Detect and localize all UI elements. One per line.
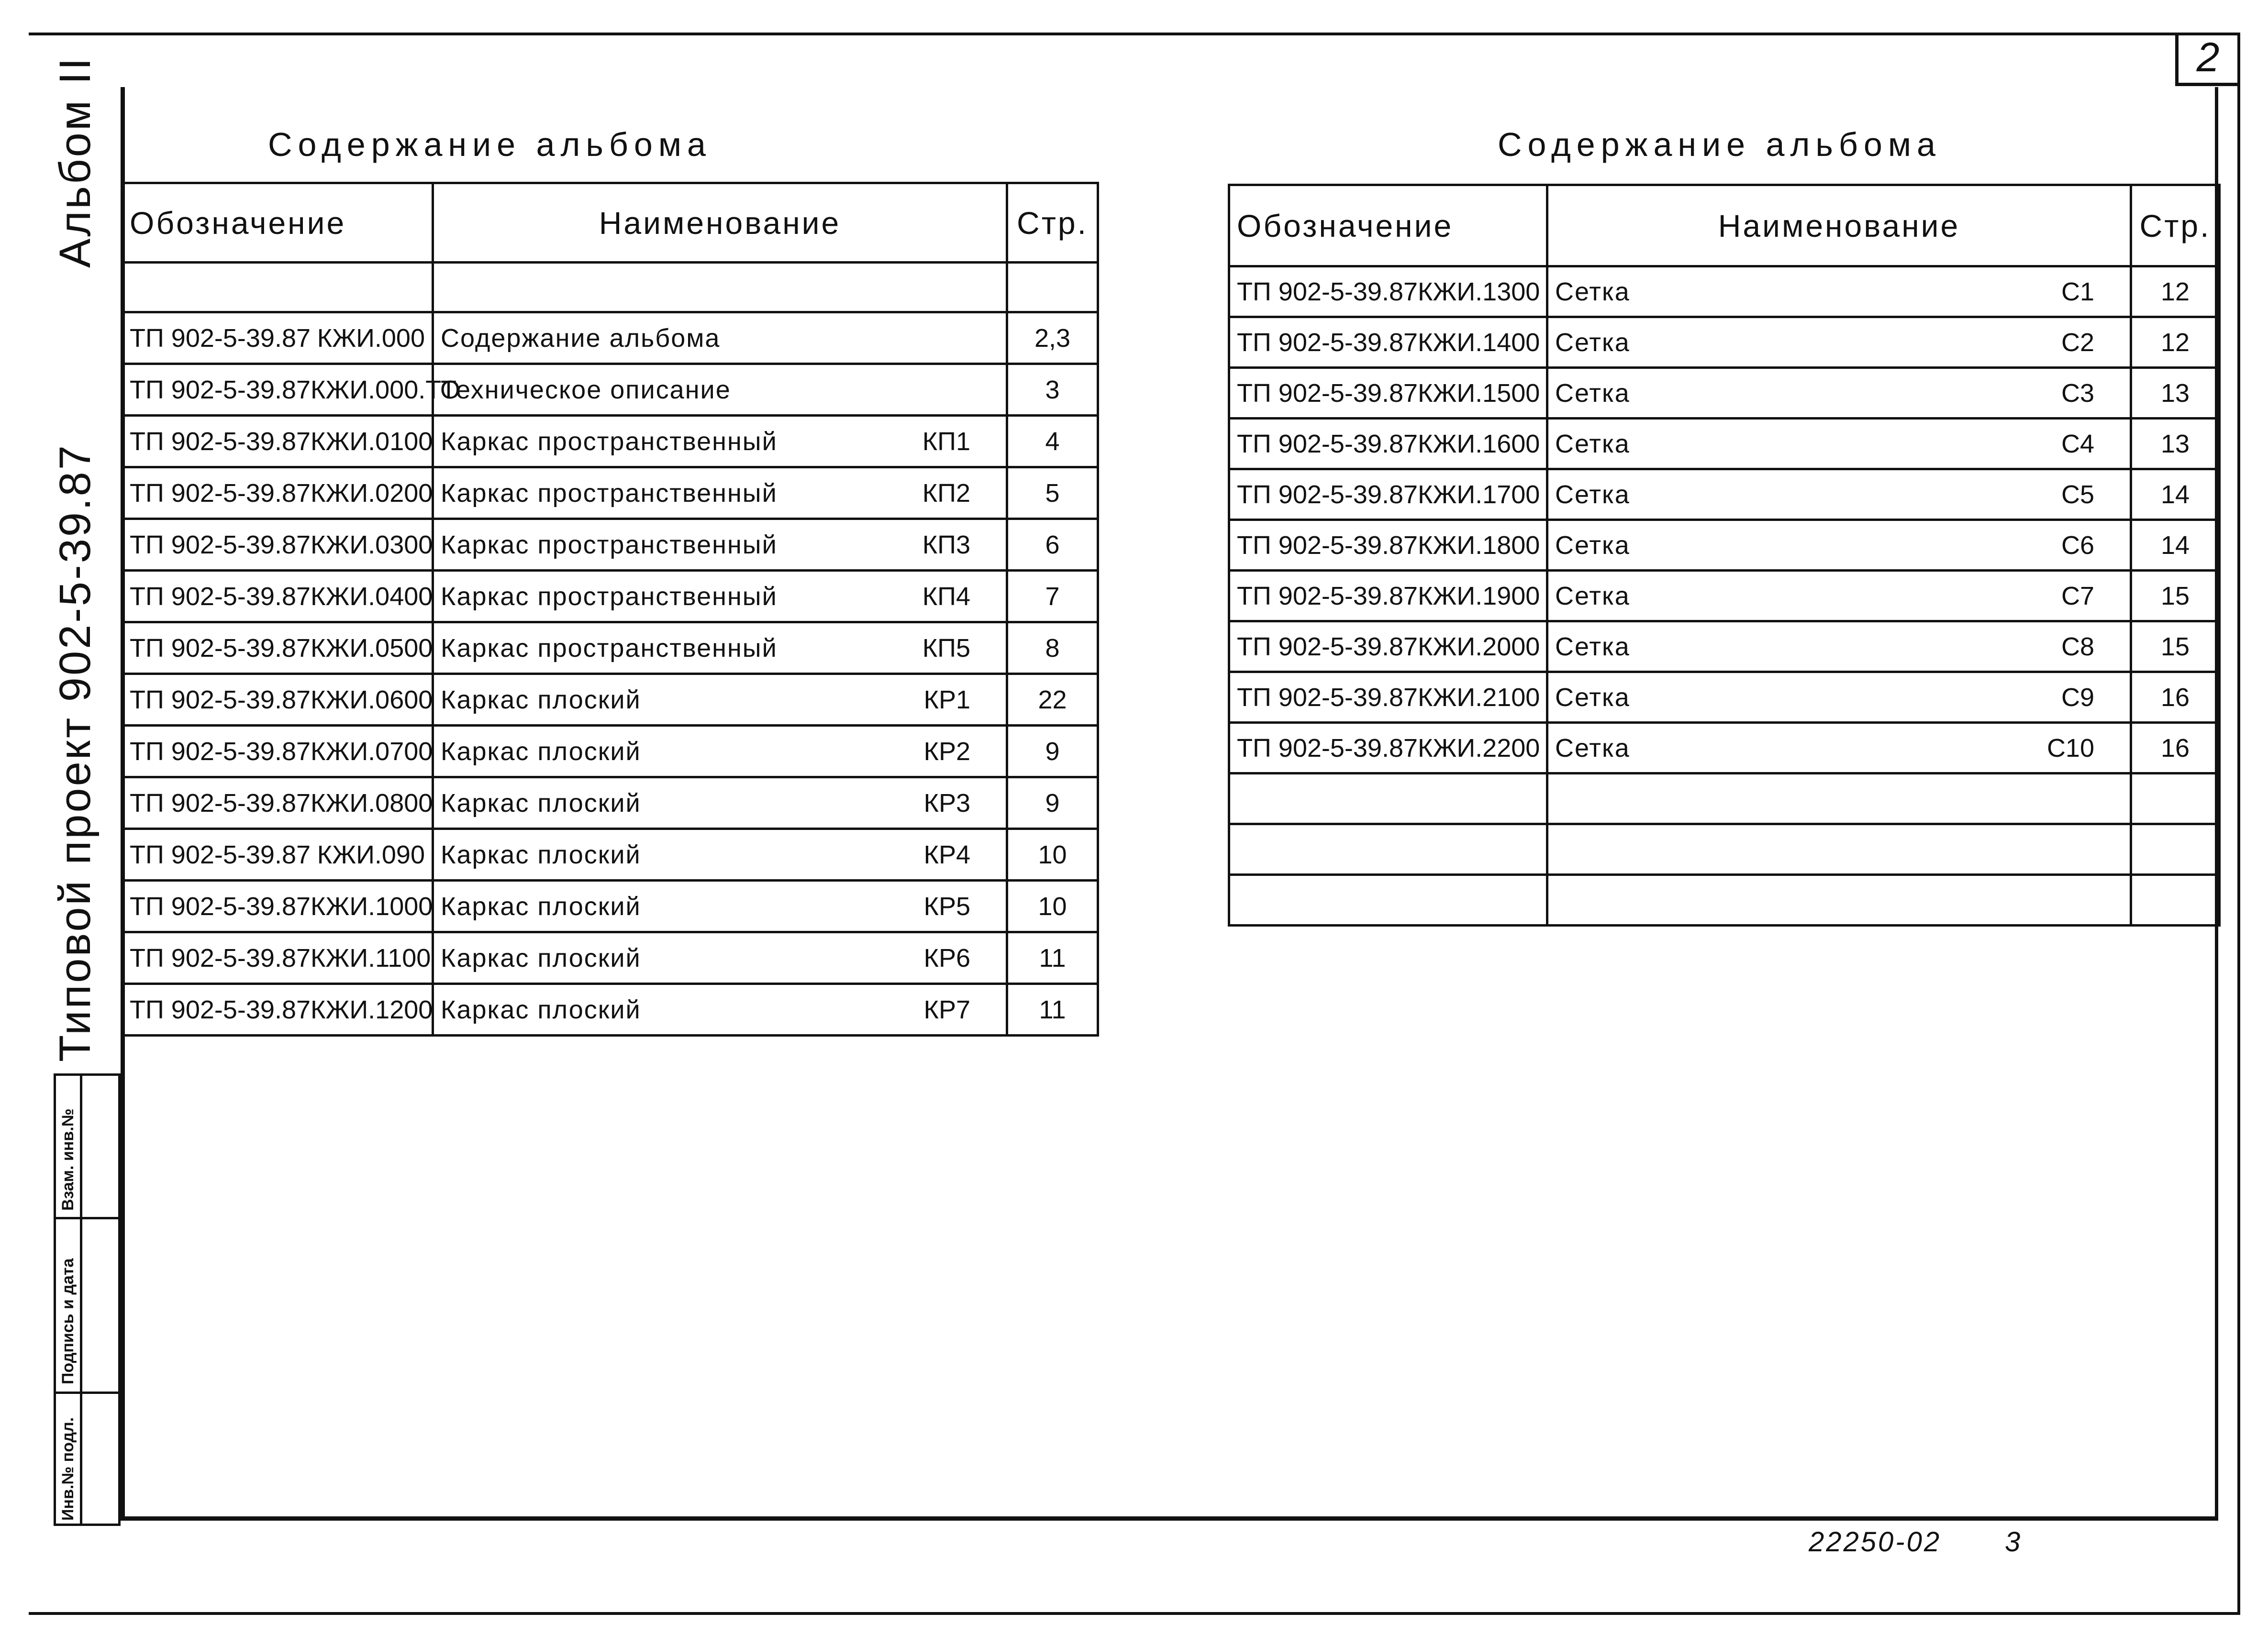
row-page: 11 [1007,932,1098,984]
row-page: 2,3 [1007,312,1098,364]
row-page: 7 [1007,571,1098,622]
row-series: ТП 902-5-39.87 [130,892,311,921]
row-title: Каркас пространственный [441,633,778,663]
row-series: ТП 902-5-39.87 [1237,480,1418,509]
row-title: Сетка [1555,733,1630,762]
row-doc-code: КЖИ.0700 [311,737,433,766]
left-header-name: Наименование [433,183,1007,263]
row-page: 8 [1007,622,1098,674]
row-series: ТП 902-5-39.87 [130,633,311,663]
table-row-empty [1229,773,2220,824]
row-mark: КП3 [922,530,970,559]
row-series: ТП 902-5-39.87 [130,943,311,972]
row-title: Сетка [1555,378,1630,408]
row-mark: КП4 [922,582,970,611]
row-doc-code: КЖИ.2100 [1418,683,1540,712]
row-page: 22 [1007,674,1098,726]
row-mark: КР2 [923,737,970,766]
right-header-name: Наименование [1547,185,2131,266]
row-title: Каркас плоский [441,892,641,921]
table-row [1229,621,2220,672]
table-row [1229,368,2220,419]
table-row [122,467,1098,519]
row-series: ТП 902-5-39.87 [130,737,311,766]
table-row [1229,672,2220,723]
table-row [122,519,1098,571]
row-doc-code: КЖИ.0800 [311,788,433,818]
table-row [122,263,1098,312]
row-series: ТП 902-5-39.87 [130,788,311,818]
row-doc-code: КЖИ.090 [317,840,425,869]
row-series: ТП 902-5-39.87 [130,478,311,508]
row-mark: КР4 [923,840,970,869]
row-mark: КР1 [923,685,970,714]
row-title: Техническое описание [441,375,731,404]
row-doc-code: КЖИ.1500 [1418,378,1540,408]
row-page: 15 [2131,571,2220,621]
row-doc-code: КЖИ.1400 [1418,328,1540,357]
row-series: ТП 902-5-39.87 [1237,328,1418,357]
row-page: 9 [1007,726,1098,777]
row-page: 9 [1007,777,1098,829]
row-doc-code: КЖИ.2200 [1418,733,1540,762]
table-row [122,932,1098,984]
row-mark [970,375,999,405]
row-series: ТП 902-5-39.87 [130,685,311,714]
row-series: ТП 902-5-39.87 [130,582,311,611]
stamp-label-inv: Инв.№ подл. [59,1417,77,1521]
row-doc-code: КЖИ.0300 [311,530,433,559]
row-doc-code: КЖИ.1300 [1418,277,1540,306]
table-row [122,312,1098,364]
row-mark: КП2 [922,478,970,508]
row-title: Сетка [1555,581,1630,610]
row-title: Каркас пространственный [441,530,778,559]
row-mark: С5 [2061,480,2094,509]
row-title: Сетка [1555,429,1630,458]
row-mark: С6 [2061,530,2094,560]
row-mark: С7 [2061,581,2094,610]
row-series: ТП 902-5-39.87 [130,323,311,353]
row-mark: С3 [2061,378,2094,408]
row-page: 14 [2131,469,2220,520]
table-row [122,829,1098,881]
table-row-empty [1229,875,2220,926]
row-title: Каркас пространственный [441,582,778,611]
table-row [122,571,1098,622]
row-page: 10 [1007,829,1098,881]
row-title: Сетка [1555,683,1630,712]
table-row [1229,469,2220,520]
right-header-code: Обозначение [1229,185,1547,266]
table-row [122,777,1098,829]
row-doc-code: КЖИ.0100 [311,427,433,456]
row-page: 6 [1007,519,1098,571]
table-row [122,622,1098,674]
row-title: Сетка [1555,328,1630,357]
table-row [122,674,1098,726]
row-mark: КР3 [923,788,970,818]
table-row [1229,419,2220,469]
row-title: Каркас плоский [441,943,641,972]
row-series: ТП 902-5-39.87 [1237,733,1418,762]
row-doc-code: КЖИ.0400 [311,582,433,611]
row-mark [970,323,999,353]
row-mark: КР6 [923,943,970,972]
row-page: 16 [2131,723,2220,773]
right-contents-table [1228,184,2221,927]
row-doc-code: КЖИ.000 [317,323,425,353]
row-page: 5 [1007,467,1098,519]
page-number: 2 [2175,33,2237,86]
row-series: ТП 902-5-39.87 [1237,581,1418,610]
row-series: ТП 902-5-39.87 [130,995,311,1024]
row-page: 13 [2131,419,2220,469]
row-title: Каркас пространственный [441,427,778,456]
row-doc-code: КЖИ.0600 [311,685,433,714]
row-page: 11 [1007,984,1098,1036]
row-doc-code: КЖИ.000.ТО [311,375,460,404]
table-row [1229,520,2220,571]
row-title: Каркас плоский [441,995,641,1024]
side-project-title: Типовой проект 902-5-39.87 [51,443,100,1062]
row-mark: С9 [2061,683,2094,712]
stamp-label-signature: Подпись и дата [59,1258,77,1384]
row-doc-code: КЖИ.0200 [311,478,433,508]
row-mark: С1 [2061,277,2094,306]
row-title: Сетка [1555,480,1630,509]
table-row [122,364,1098,416]
footer-page-number: 3 [2005,1526,2023,1558]
table-row [122,726,1098,777]
sheet-right-border [2237,33,2240,1615]
row-title: Каркас плоский [441,737,641,766]
row-title: Каркас пространственный [441,478,778,508]
row-mark: КР7 [923,995,970,1024]
row-title: Каркас плоский [441,685,641,714]
row-title: Сетка [1555,530,1630,560]
row-title: Содержание альбома [441,323,721,353]
row-mark: С10 [2046,733,2094,762]
row-series: ТП 902-5-39.87 [1237,378,1418,408]
table-row [122,416,1098,467]
row-series: ТП 902-5-39.87 [1237,683,1418,712]
row-page: 12 [2131,266,2220,317]
row-title: Каркас плоский [441,788,641,818]
row-mark: С4 [2061,429,2094,458]
row-doc-code: КЖИ.1200 [311,995,433,1024]
row-doc-code: КЖИ.1000 [311,892,433,921]
row-mark: КП1 [922,427,970,456]
table-row [1229,266,2220,317]
table-row [122,984,1098,1036]
right-table-heading: Содержание альбома [1498,126,1941,163]
row-doc-code: КЖИ.2000 [1418,632,1540,661]
row-page: 10 [1007,881,1098,932]
row-doc-code: КЖИ.1100 [311,943,431,972]
row-doc-code: КЖИ.1700 [1418,480,1540,509]
row-doc-code: КЖИ.1600 [1418,429,1540,458]
row-doc-code: КЖИ.1900 [1418,581,1540,610]
row-mark: С8 [2061,632,2094,661]
right-header-page: Стр. [2131,185,2220,266]
table-row [1229,571,2220,621]
row-doc-code: КЖИ.1800 [1418,530,1540,560]
sheet-top-border [29,33,2239,35]
row-mark: КП5 [922,633,970,663]
row-title: Сетка [1555,632,1630,661]
table-row [1229,723,2220,773]
approval-stamp [54,1073,121,1526]
row-page: 13 [2131,368,2220,419]
left-contents-table [121,182,1099,1037]
left-table-heading: Содержание альбома [268,126,712,163]
row-page: 14 [2131,520,2220,571]
footer-document-code: 22250-02 [1809,1526,1942,1558]
left-header-page: Стр. [1007,183,1098,263]
row-doc-code: КЖИ.0500 [311,633,433,663]
row-mark: КР5 [923,892,970,921]
row-series: ТП 902-5-39.87 [1237,530,1418,560]
side-album-label: Альбом II [51,56,100,268]
row-page: 3 [1007,364,1098,416]
stamp-label-replace: Взам. инв.№ [59,1108,77,1211]
row-series: ТП 902-5-39.87 [1237,632,1418,661]
row-page: 4 [1007,416,1098,467]
row-series: ТП 902-5-39.87 [130,840,311,869]
row-series: ТП 902-5-39.87 [1237,429,1418,458]
row-page: 12 [2131,317,2220,368]
row-page: 15 [2131,621,2220,672]
row-series: ТП 902-5-39.87 [130,427,311,456]
table-row [122,881,1098,932]
row-series: ТП 902-5-39.87 [1237,277,1418,306]
left-header-code: Обозначение [122,183,433,263]
table-row-empty [1229,824,2220,875]
row-series: ТП 902-5-39.87 [130,530,311,559]
row-series: ТП 902-5-39.87 [130,375,311,404]
row-title: Сетка [1555,277,1630,306]
row-mark: С2 [2061,328,2094,357]
sheet-bottom-border [29,1612,2239,1615]
row-page: 16 [2131,672,2220,723]
table-row [1229,317,2220,368]
row-title: Каркас плоский [441,840,641,869]
